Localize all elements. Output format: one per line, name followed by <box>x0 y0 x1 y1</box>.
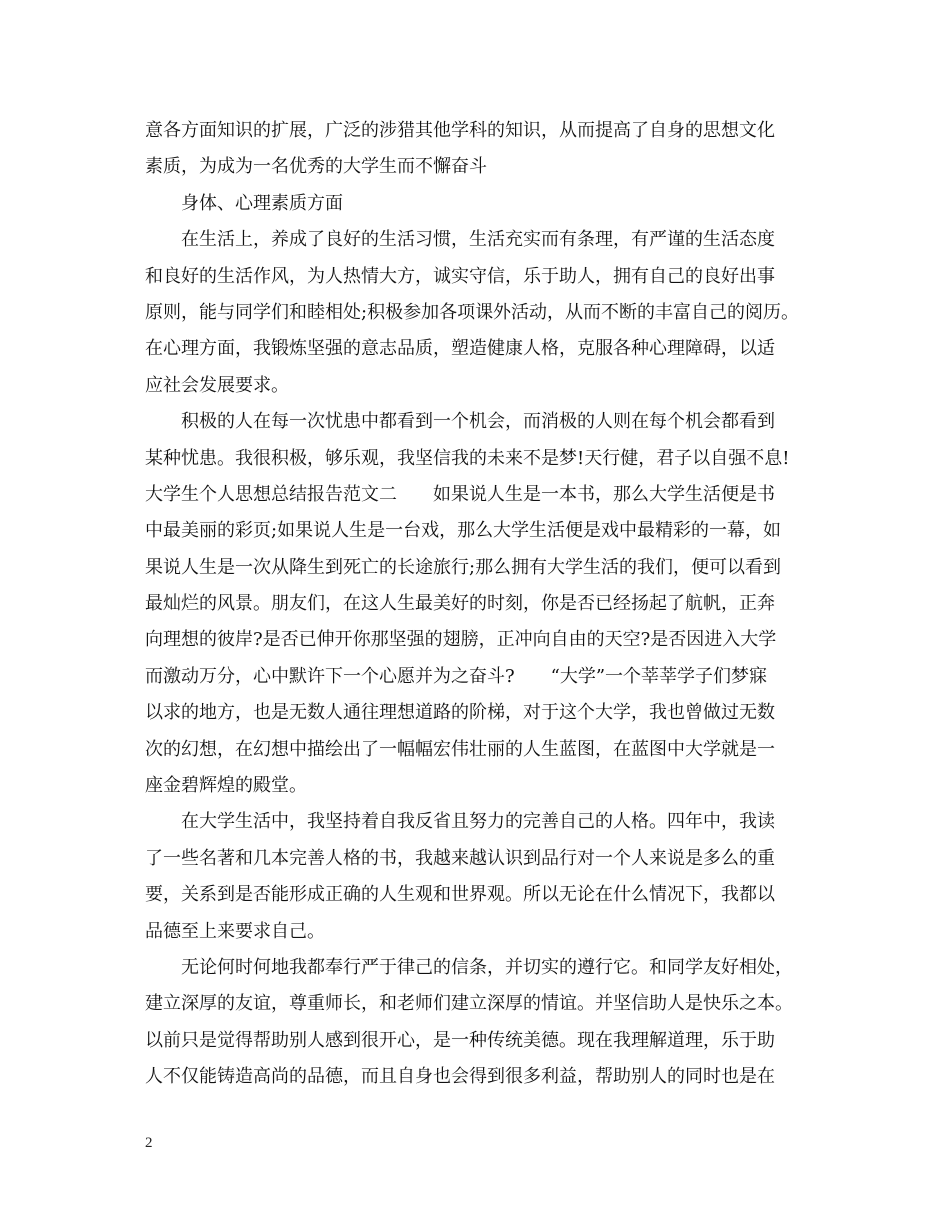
text-line: 和良好的生活作风，为人热情大方，诚实守信，乐于助人，拥有自己的良好出事 <box>145 265 775 287</box>
text-line: 积极的人在每一次忧患中都看到一个机会，而消极的人则在每个机会都看到 <box>181 411 775 433</box>
text-line: 座金碧辉煌的殿堂。 <box>145 775 307 797</box>
text-line: 人不仅能铸造高尚的品德，而且自身也会得到很多利益，帮助别人的同时也是在 <box>145 1066 775 1088</box>
text-line: 无论何时何地我都奉行严于律己的信条，并切实的遵行它。和同学友好相处， <box>181 956 793 978</box>
text-line: 以求的地方，也是无数人通往理想道路的阶梯，对于这个大学，我也曾做过无数 <box>145 702 775 724</box>
text-line: 原则，能与同学们和睦相处;积极参加各项课外活动，从而不断的丰富自己的阅历。 <box>145 301 800 323</box>
text-line: 向理想的彼岸?是否已伸开你那坚强的翅膀，正冲向自由的天空?是否因进入大学 <box>145 629 777 651</box>
text-line: 品德至上来要求自己。 <box>145 920 325 942</box>
section-heading: 身体、心理素质方面 <box>181 192 343 214</box>
text-line: 应社会发展要求。 <box>145 374 289 396</box>
text-line: 在生活上，养成了良好的生活习惯，生活充实而有条理，有严谨的生活态度 <box>181 229 775 251</box>
text-line: 了一些名著和几本完善人格的书，我越来越认识到品行对一个人来说是多么的重 <box>145 847 775 869</box>
text-line: 要，关系到是否能形成正确的人生观和世界观。所以无论在什么情况下，我都以 <box>145 884 775 906</box>
text-line: 意各方面知识的扩展，广泛的涉猎其他学科的知识，从而提高了自身的思想文化 <box>145 120 775 141</box>
text-line: 素质，为成为一名优秀的大学生而不懈奋斗 <box>145 156 487 178</box>
text-line: 大学生个人思想总结报告范文二 如果说人生是一本书，那么大学生活便是书 <box>145 483 775 505</box>
text-line: 在大学生活中，我坚持着自我反省且努力的完善自己的人格。四年中，我读 <box>181 811 775 833</box>
text-line: 某种忧患。我很积极，够乐观，我坚信我的未来不是梦!天行健，君子以自强不息! <box>145 447 790 469</box>
text-line: 建立深厚的友谊，尊重师长，和老师们建立深厚的情谊。并坚信助人是快乐之本。 <box>145 993 793 1015</box>
text-line: 果说人生是一次从降生到死亡的长途旅行;那么拥有大学生活的我们，便可以看到 <box>145 556 782 578</box>
text-line: 最灿烂的风景。朋友们，在这人生最美好的时刻，你是否已经扬起了航帆，正奔 <box>145 593 775 615</box>
text-line: 次的幻想，在幻想中描绘出了一幅幅宏伟壮丽的人生蓝图，在蓝图中大学就是一 <box>145 738 775 760</box>
page-number: 2 <box>145 1135 153 1151</box>
text-line: 而激动万分，心中默许下一个心愿并为之奋斗? “大学”一个莘莘学子们梦寐 <box>145 665 768 687</box>
text-line: 以前只是觉得帮助别人感到很开心，是一种传统美德。现在我理解道理，乐于助 <box>145 1029 775 1051</box>
text-line: 中最美丽的彩页;如果说人生是一台戏，那么大学生活便是戏中最精彩的一幕，如 <box>145 520 782 542</box>
body-text <box>145 113 825 1096</box>
text-line: 在心理方面，我锻炼坚强的意志品质，塑造健康人格，克服各种心理障碍，以适 <box>145 338 775 360</box>
